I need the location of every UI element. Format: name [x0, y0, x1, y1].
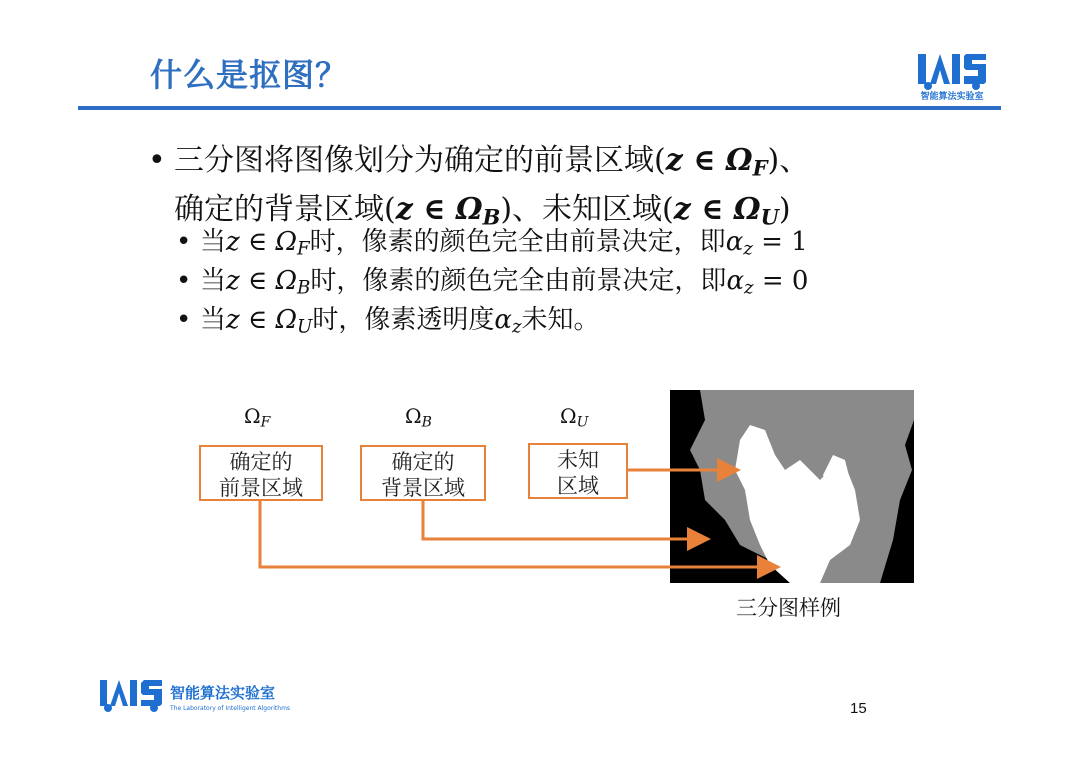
bullet-dot: •	[148, 143, 166, 178]
bullet-text: )、	[767, 143, 810, 178]
math-expr: z ∈ Ω	[673, 192, 761, 228]
box-background	[360, 445, 486, 501]
sub-text: 当	[200, 305, 227, 335]
math-expr: z ∈ Ω	[665, 143, 753, 178]
math-sub: B	[297, 277, 311, 299]
bullet-text: 确定的背景区域(	[174, 192, 396, 228]
page-number: 15	[850, 700, 867, 717]
sub-text: 未知。	[521, 305, 600, 335]
bullet-text: )、未知区域(	[500, 192, 674, 228]
alpha-sub: z	[744, 277, 754, 299]
box-line: 前景区域	[219, 476, 303, 500]
box-foreground	[199, 445, 323, 501]
math-sub: U	[297, 316, 313, 338]
logo-name-cn: 智能算法实验室	[170, 684, 276, 702]
math-expr: z ∈ Ω	[226, 305, 298, 335]
box-line: 确定的	[229, 450, 293, 474]
arrow-background	[423, 500, 705, 539]
sub-text: = 0	[753, 266, 809, 296]
alpha-sub: z	[743, 238, 753, 260]
math-sub: F	[297, 238, 310, 260]
bullet-text: )	[778, 192, 791, 228]
trimap-image	[670, 390, 914, 583]
math-expr: z ∈ Ω	[226, 266, 298, 296]
logo-name-en: The Laboratory of Intelligent Algorithms	[170, 705, 291, 712]
math-sub: U	[760, 204, 779, 230]
sub-text: 当	[200, 227, 227, 257]
bullet-dot: •	[176, 266, 192, 296]
sub-text: 时，像素透明度	[312, 305, 495, 335]
bullet-text: 三分图将图像划分为确定的前景区域(	[174, 143, 666, 178]
sub-text: 时，像素的颜色完全由前景决定，即	[309, 227, 726, 257]
box-unknown	[528, 443, 628, 499]
trimap-caption: 三分图样例	[736, 596, 841, 620]
alpha-symbol: α	[725, 227, 744, 257]
omega-f-label: ΩF	[244, 404, 271, 431]
sub-text: 当	[200, 266, 227, 296]
math-expr: z ∈ Ω	[395, 192, 483, 228]
box-line: 区域	[557, 474, 599, 498]
box-line: 确定的	[391, 450, 455, 474]
math-sub: B	[482, 204, 501, 230]
omega-b-label: ΩB	[405, 404, 432, 431]
box-line: 未知	[557, 448, 599, 472]
lab-logo-bottom	[98, 678, 298, 718]
sub-text: 时，像素的颜色完全由前景决定，即	[310, 266, 727, 296]
sub-text: = 1	[752, 227, 808, 257]
bullet-dot: •	[176, 305, 192, 335]
omega-u-label: ΩU	[560, 404, 589, 431]
box-line: 背景区域	[381, 476, 465, 500]
alpha-symbol: α	[494, 305, 512, 335]
math-expr: z ∈ Ω	[226, 227, 298, 257]
logo-caption-top: 智能算法实验室	[920, 92, 984, 102]
math-sub: F	[752, 155, 768, 181]
page-title: 什么是抠图？	[150, 56, 349, 94]
alpha-sub: z	[511, 316, 522, 338]
alpha-symbol: α	[726, 266, 744, 296]
bullet-dot: •	[176, 227, 192, 257]
